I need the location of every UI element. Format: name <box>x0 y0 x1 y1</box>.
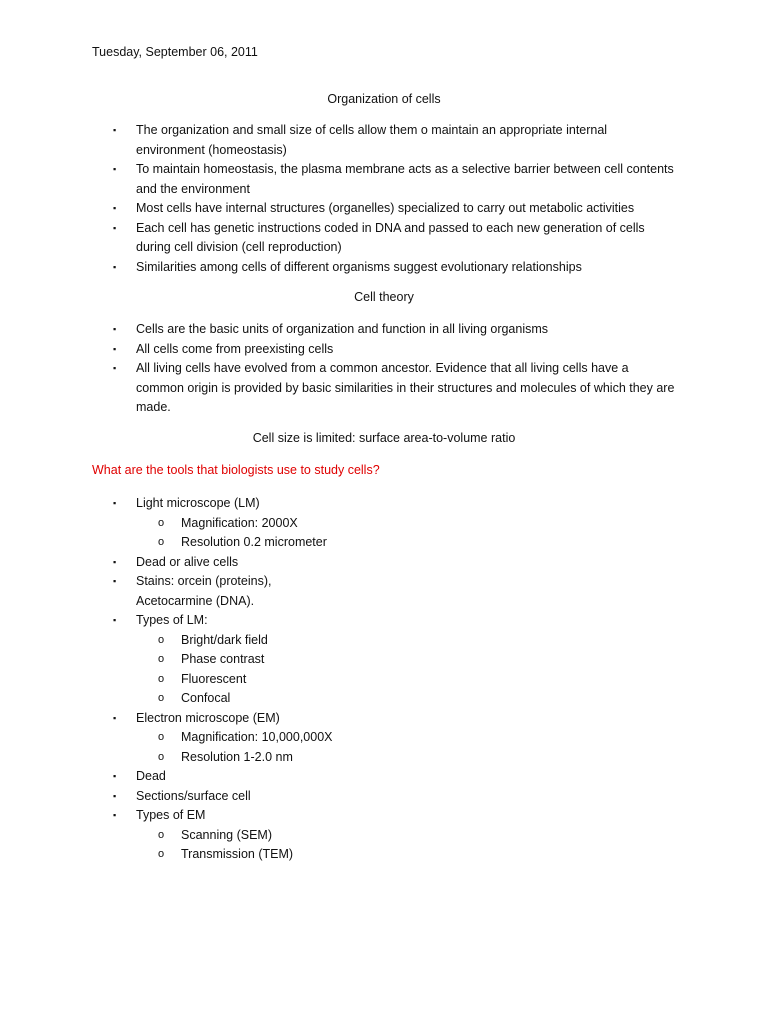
sub-list-item: o Magnification: 2000X <box>136 514 678 534</box>
document-date: Tuesday, September 06, 2011 <box>92 45 258 59</box>
list-item: ▪ Light microscope (LM) o Magnification: 2000X o Resolution 0.2 micrometer <box>0 494 768 553</box>
circle-bullet-icon: o <box>158 672 165 685</box>
sub-list-item: o Scanning (SEM) <box>136 826 678 846</box>
heading-cell-theory: Cell theory <box>354 290 414 304</box>
list-item: ▪ Each cell has genetic instructions coded in DNA and passed to each new generation of cells during cell division (cell reproduction) <box>113 220 645 254</box>
square-bullet-icon: ▪ <box>113 261 117 272</box>
cell-theory-list <box>0 320 768 418</box>
circle-bullet-icon: o <box>158 750 165 763</box>
circle-bullet-icon: o <box>158 516 165 529</box>
list-item: ▪ All living cells have evolved from a common ancestor. Evidence that all living cells have a common origin is provided by basic similarities in their structures and molecules of which they are made. <box>113 361 675 414</box>
tools-list <box>0 494 768 865</box>
square-bullet-icon: ▪ <box>113 203 117 213</box>
square-bullet-icon: ▪ <box>113 556 117 567</box>
circle-bullet-icon: o <box>158 848 165 860</box>
list-item: ▪ Similarities among cells of different organisms suggest evolutionary relationships <box>0 258 768 278</box>
sub-list-item: o Resolution 0.2 micrometer <box>136 533 678 553</box>
square-bullet-icon: ▪ <box>113 363 117 373</box>
list-item: ▪ Cells are the basic units of organization and function in all living organisms <box>0 320 768 340</box>
square-bullet-icon: ▪ <box>113 125 117 135</box>
circle-bullet-icon: o <box>158 633 165 646</box>
circle-bullet-icon: o <box>158 731 165 743</box>
square-bullet-icon: ▪ <box>113 164 117 174</box>
list-item: ▪ Most cells have internal structures (organelles) specialized to carry out metabolic activities <box>0 199 768 219</box>
sub-list-item: o Resolution 1-2.0 nm <box>136 748 678 768</box>
square-bullet-icon: ▪ <box>113 343 117 354</box>
list-item: ▪ Types of LM: o Bright/dark field o Phase contrast o Fluorescent o Confocal <box>0 611 768 709</box>
tools-question: What are the tools that biologists use to study cells? <box>92 463 380 477</box>
circle-bullet-icon: o <box>158 692 165 704</box>
list-item: ▪ The organization and small size of cells allow them o maintain an appropriate internal environment (homeostasis) <box>113 123 608 157</box>
heading-organization-of-cells: Organization of cells <box>327 92 441 106</box>
square-bullet-icon: ▪ <box>113 615 117 625</box>
sub-list <box>136 631 678 709</box>
sub-list-item: o Magnification: 10,000,000X <box>136 728 678 748</box>
list-item: ▪ Types of EM o Scanning (SEM) o Transmission (TEM) <box>0 806 768 865</box>
list-item: ▪ Electron microscope (EM) o Magnification: 10,000,000X o Resolution 1-2.0 nm <box>0 709 768 768</box>
list-item: ▪ All cells come from preexisting cells <box>0 340 768 360</box>
heading-cell-size: Cell size is limited: surface area-to-volume ratio <box>252 431 516 445</box>
list-item: ▪ To maintain homeostasis, the plasma membrane acts as a selective barrier between cell contents and the environment <box>113 162 674 196</box>
list-item: ▪ Dead <box>0 767 768 787</box>
sub-list <box>136 826 678 865</box>
sub-list <box>136 728 678 767</box>
list-item: ▪ Sections/surface cell <box>0 787 768 807</box>
square-bullet-icon: ▪ <box>113 324 117 334</box>
sub-list-item: o Transmission (TEM) <box>136 845 678 865</box>
sub-list <box>136 514 678 553</box>
sub-list-item: o Fluorescent <box>136 670 678 690</box>
list-item: ▪ Stains: orcein (proteins), Acetocarmine (DNA). <box>113 574 272 608</box>
square-bullet-icon: ▪ <box>113 498 117 508</box>
square-bullet-icon: ▪ <box>113 576 117 586</box>
square-bullet-icon: ▪ <box>113 222 117 233</box>
circle-bullet-icon: o <box>158 828 165 841</box>
circle-bullet-icon: o <box>158 536 165 548</box>
square-bullet-icon: ▪ <box>113 790 117 801</box>
circle-bullet-icon: o <box>158 653 165 665</box>
list-item: ▪ Dead or alive cells <box>0 553 768 573</box>
square-bullet-icon: ▪ <box>113 810 117 820</box>
sub-list-item: o Confocal <box>136 689 678 709</box>
sub-list-item: o Phase contrast <box>136 650 678 670</box>
square-bullet-icon: ▪ <box>113 712 117 723</box>
organization-list <box>0 121 768 277</box>
sub-list-item: o Bright/dark field <box>136 631 678 651</box>
square-bullet-icon: ▪ <box>113 771 117 781</box>
